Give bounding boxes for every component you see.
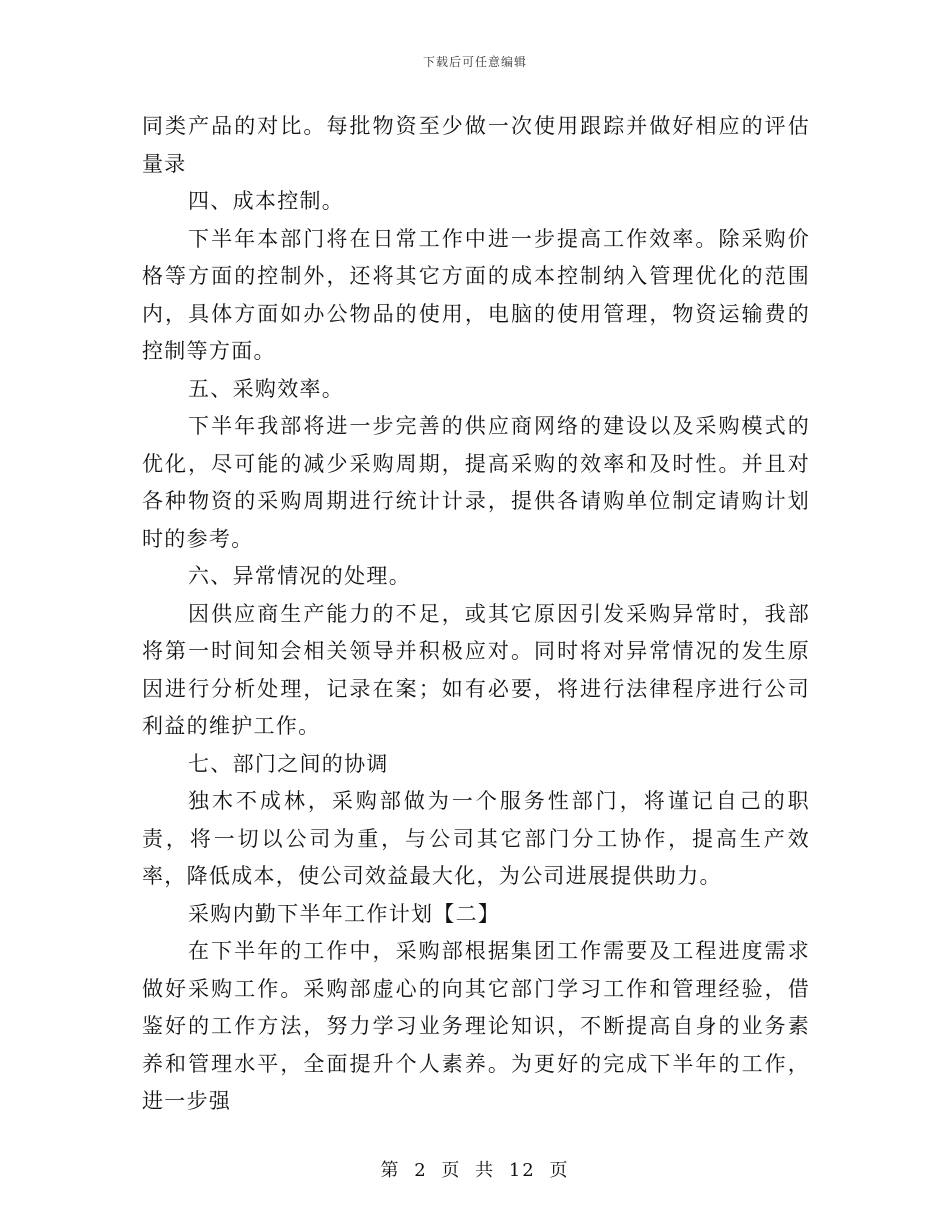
plan-title-two: 采购内勤下半年工作计划【二】	[188, 901, 501, 926]
section-heading-department-coordination: 七、部门之间的协调	[188, 751, 389, 776]
page-header: 下载后可任意编辑	[422, 55, 527, 69]
section-heading-exception-handling: 六、异常情况的处理。	[188, 564, 411, 588]
section-heading-purchasing-efficiency: 五、采购效率。	[188, 376, 345, 401]
paragraph-plan-two: 在下半年的工作中，采购部根据集团工作需要及工程进度需求做好采购工作。采购部虚心的向其它部门学习工作和管理经验，借鉴好的工作方法，努力学习业务理论知识，不断提高自身的业务素养和管理水平，全面提升个人素养。为更好的完成下半年的工作，进一步强	[142, 939, 810, 1113]
paragraph-purchasing-efficiency: 下半年我部将进一步完善的供应商网络的建设以及采购模式的优化，尽可能的减少采购周期，提高采购的效率和及时性。并且对各种物资的采购周期进行统计计录，提供各请购单位制定请购计划时的参考。	[142, 414, 810, 551]
paragraph-1: 同类产品的对比。每批物资至少做一次使用跟踪并做好相应的评估量录	[142, 114, 810, 176]
section-heading-cost-control: 四、成本控制。	[188, 189, 345, 213]
paragraph-department-coordination: 独木不成林，采购部做为一个服务性部门，将谨记自己的职责，将一切以公司为重，与公司其它部门分工协作，提高生产效率，降低成本，使公司效益最大化，为公司进展提供助力。	[142, 789, 810, 888]
paragraph-cost-control: 下半年本部门将在日常工作中进一步提高工作效率。除采购价格等方面的控制外，还将其它方面的成本控制纳入管理优化的范围内，具体方面如办公物品的使用，电脑的使用管理，物资运输费的控制等方面。	[142, 226, 810, 363]
page-number-footer: 第 2 页 共 12 页	[380, 1160, 570, 1181]
document-body	[142, 108, 810, 1121]
paragraph-exception-handling: 因供应商生产能力的不足，或其它原因引发采购异常时，我部将第一时间知会相关领导并积极应对。同时将对异常情况的发生原因进行分析处理，记录在案；如有必要，将进行法律程序进行公司利益的维护工作。	[142, 601, 810, 738]
